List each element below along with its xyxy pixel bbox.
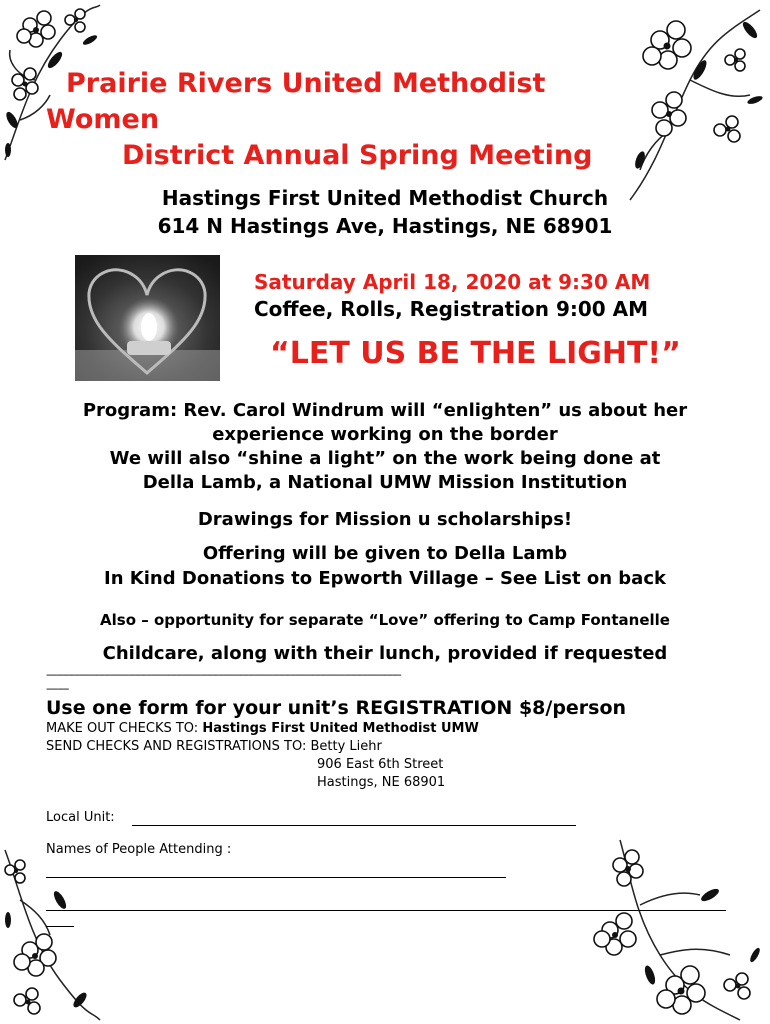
- program-line-1: Program: Rev. Carol Windrum will “enlighten” us about her: [82, 400, 688, 421]
- send-to-line: [46, 739, 382, 754]
- divider-line-1: --------------------------------------------------------------------------------------------------------------------------------: [46, 668, 401, 681]
- theme-heading: “LET US BE THE LIGHT!”: [270, 336, 681, 371]
- send-name: Betty Liehr: [310, 739, 382, 754]
- venue-name: Hastings First United Methodist Church: [161, 186, 609, 210]
- send-city: Hastings, NE 68901: [317, 775, 446, 790]
- event-date-time: Saturday April 18, 2020 at 9:30 AM: [254, 270, 651, 294]
- registration-heading: Use one form for your unit’s REGISTRATION $8/person: [46, 697, 627, 719]
- names-attending-field-2[interactable]: [46, 909, 726, 911]
- page-title-line2: Women: [46, 104, 160, 135]
- names-attending-field-3[interactable]: [46, 925, 74, 927]
- checks-payee: Hastings First United Methodist UMW: [202, 721, 479, 736]
- program-line-3: We will also “shine a light” on the work being done at: [109, 448, 661, 469]
- offering-line-1: Offering will be given to Della Lamb: [202, 543, 568, 564]
- floral-corner-bottom-right: [580, 835, 770, 1024]
- send-label: SEND CHECKS AND REGISTRATIONS TO:: [46, 739, 311, 754]
- heart-candle-icon: [75, 255, 220, 381]
- floral-corner-bottom-left: [0, 840, 110, 1024]
- names-attending-field-1[interactable]: [46, 876, 506, 878]
- also-offering-text: Also – opportunity for separate “Love” offering to Camp Fontanelle: [100, 611, 670, 629]
- childcare-text: Childcare, along with their lunch, provided if requested: [102, 643, 668, 664]
- local-unit-field[interactable]: [132, 824, 576, 826]
- names-attending-label: Names of People Attending :: [46, 842, 232, 857]
- send-street: 906 East 6th Street: [317, 757, 444, 772]
- checks-label: MAKE OUT CHECKS TO:: [46, 721, 203, 736]
- program-line-4: Della Lamb, a National UMW Mission Institution: [142, 472, 628, 493]
- program-line-2: experience working on the border: [212, 424, 558, 445]
- divider-line-2: --------: [46, 682, 69, 695]
- floral-corner-top-right: [600, 0, 770, 210]
- checks-payable-line: [46, 721, 479, 736]
- page-title-line1: Prairie Rivers United Methodist: [66, 68, 546, 99]
- venue-address: 614 N Hastings Ave, Hastings, NE 68901: [157, 214, 613, 238]
- coffee-registration-time: Coffee, Rolls, Registration 9:00 AM: [254, 297, 649, 321]
- page-title-line3: District Annual Spring Meeting: [122, 140, 593, 171]
- offering-line-2: In Kind Donations to Epworth Village – See List on back: [104, 568, 666, 589]
- drawings-text: Drawings for Mission u scholarships!: [197, 509, 573, 530]
- local-unit-label: Local Unit:: [46, 810, 115, 825]
